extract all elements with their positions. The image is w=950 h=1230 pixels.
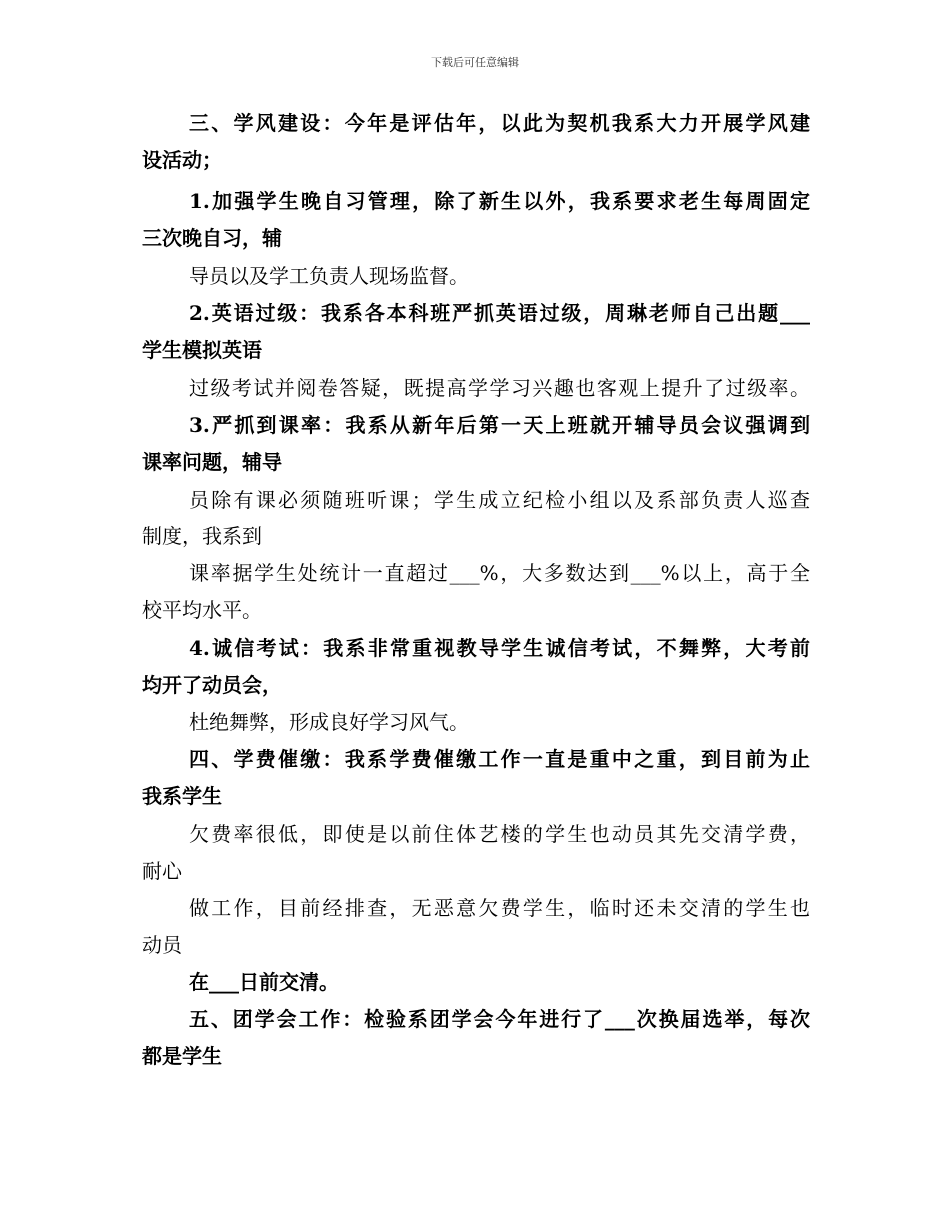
text-line: 员除有课必须随班听课；学生成立纪检小组以及系部负责人巡查 xyxy=(189,488,810,512)
text-line: 3.严抓到课率：我系从新年后第一天上班就开辅导员会议强调到 xyxy=(189,413,810,437)
text-line: 杜绝舞弊，形成良好学习风气。 xyxy=(189,710,469,734)
text-line: 4.诚信考试：我系非常重视教导学生诚信考试，不舞弊，大考前 xyxy=(189,636,810,660)
text-line: 都是学生 xyxy=(142,1044,222,1068)
text-line: 均开了动员会， xyxy=(142,673,282,697)
text-line: 我系学生 xyxy=(142,784,222,808)
text-line: 学生模拟英语 xyxy=(142,338,262,362)
text-line: 1.加强学生晚自习管理，除了新生以外，我系要求老生每周固定 xyxy=(189,189,810,213)
text-line: 过级考试并阅卷答疑，既提高学学习兴趣也客观上提升了过级率。 xyxy=(189,376,810,400)
text-line: 动员 xyxy=(142,933,182,957)
page-header: 下载后可任意编辑 xyxy=(431,56,519,69)
text-line: 课率据学生处统计一直超过___%，大多数达到___%以上，高于全 xyxy=(189,561,810,585)
text-line: 五、团学会工作：检验系团学会今年进行了___次换届选举，每次 xyxy=(189,1007,810,1031)
text-line: 2.英语过级：我系各本科班严抓英语过级，周琳老师自己出题___ xyxy=(189,301,810,325)
text-line: 欠费率很低，即使是以前住体艺楼的学生也动员其先交清学费， xyxy=(189,822,810,846)
text-line: 导员以及学工负责人现场监督。 xyxy=(189,264,469,288)
text-line: 四、学费催缴：我系学费催缴工作一直是重中之重，到目前为止 xyxy=(189,747,810,771)
text-line: 校平均水平。 xyxy=(142,598,262,622)
text-line: 三、学风建设：今年是评估年，以此为契机我系大力开展学风建 xyxy=(189,111,810,135)
text-line: 三次晚自习，辅 xyxy=(142,226,282,250)
text-line: 耐心 xyxy=(142,859,182,883)
text-line: 制度，我系到 xyxy=(142,524,262,548)
text-line: 课率问题，辅导 xyxy=(142,450,282,474)
text-line: 在___日前交清。 xyxy=(189,970,339,994)
text-line: 设活动； xyxy=(142,148,222,172)
text-line: 做工作，目前经排查，无恶意欠费学生，临时还未交清的学生也 xyxy=(189,896,810,920)
